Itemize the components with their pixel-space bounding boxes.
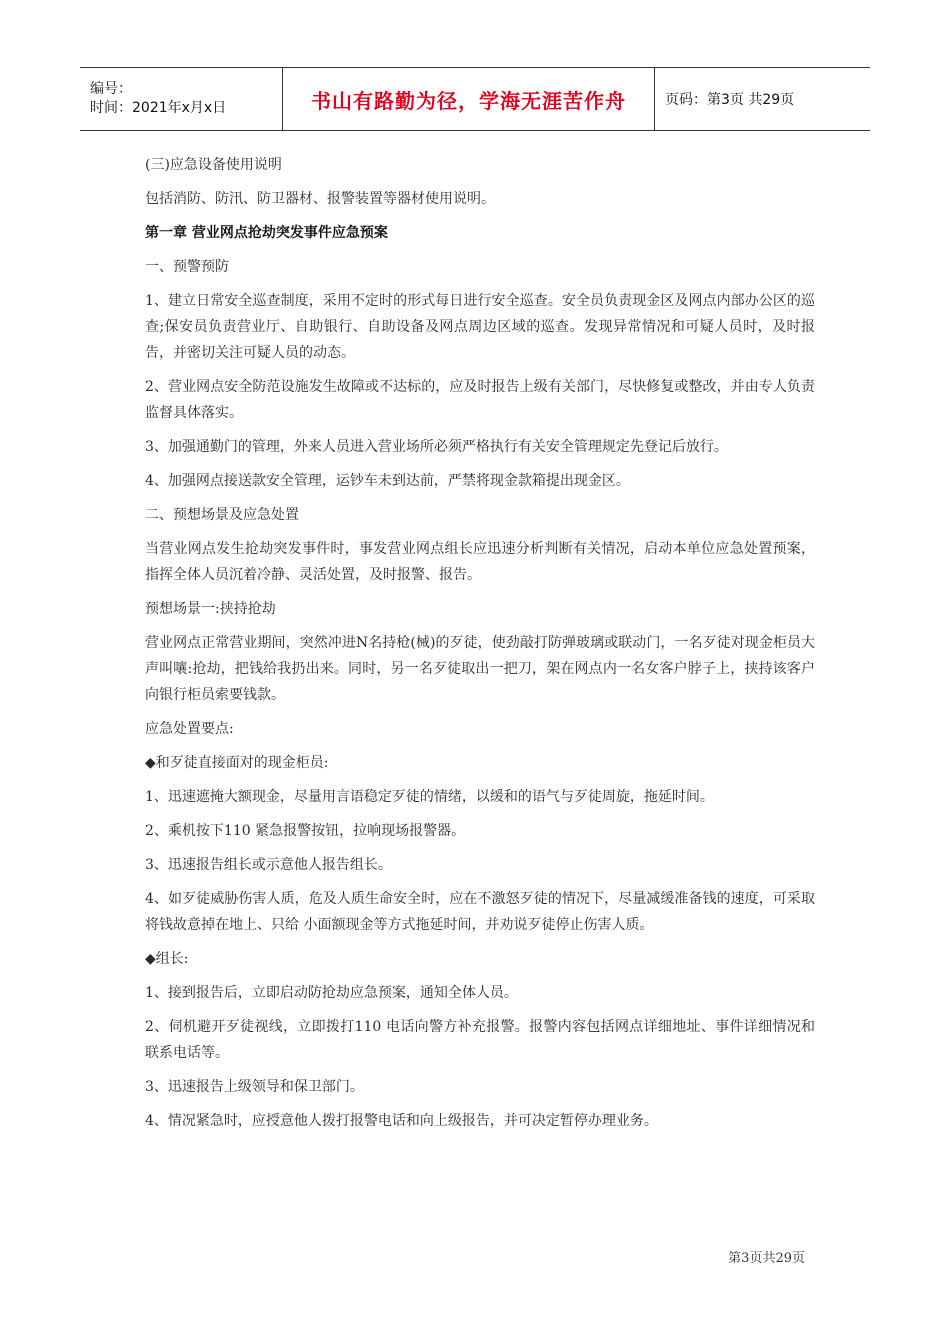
- document-date: 时间：2021年x月x日: [90, 100, 227, 116]
- body-paragraph: 3、加强通勤门的管理，外来人员进入营业场所必须严格执行有关安全管理规定先登记后放行。: [145, 439, 728, 455]
- header-motto: 书山有路勤为径，学海无涯苦作舟: [311, 88, 626, 113]
- body-paragraph: 预想场景一:挟持抢劫: [145, 601, 276, 617]
- body-paragraph: 营业网点正常营业期间，突然冲进N名持枪(械)的歹徒，使劲敲打防弹玻璃或联动门，一名歹徒对现金柜员大声叫嚷:抢劫，把钱给我扔出来。同时，另一名歹徒取出一把刀，架在网点内一名女客户脖子上，挟持该客户向银行柜员索要钱款。: [145, 635, 815, 703]
- body-paragraph: 一、预警预防: [145, 259, 229, 275]
- body-paragraph: (三)应急设备使用说明: [145, 157, 282, 173]
- body-paragraph: 4、情况紧急时，应授意他人拨打报警电话和向上级报告，并可决定暂停办理业务。: [145, 1113, 658, 1129]
- header-page-cell: [655, 68, 870, 130]
- body-paragraph: 应急处置要点:: [145, 721, 234, 737]
- header-motto-cell: [282, 68, 655, 130]
- body-paragraph: ◆组长:: [145, 951, 189, 967]
- document-body: [145, 152, 815, 1142]
- document-number-label: 编号：: [90, 81, 132, 97]
- body-paragraph: 3、迅速报告上级领导和保卫部门。: [145, 1079, 364, 1095]
- body-paragraph: 1、迅速遮掩大额现金，尽量用言语稳定歹徒的情绪，以缓和的语气与歹徒周旋，拖延时间。: [145, 789, 714, 805]
- body-paragraph: 包括消防、防汛、防卫器材、报警装置等器材使用说明。: [145, 191, 495, 207]
- body-paragraph: 4、如歹徒威胁伤害人质，危及人质生命安全时，应在不激怒歹徒的情况下，尽量减缓准备钱的速度，可采取将钱故意掉在地上、只给 小面额现金等方式拖延时间，并劝说歹徒停止伤害人质。: [145, 891, 815, 933]
- body-paragraph: 2、乘机按下110 紧急报警按钮，拉响现场报警器。: [145, 823, 466, 839]
- body-paragraph: 4、加强网点接送款安全管理，运钞车未到达前，严禁将现金款箱提出现金区。: [145, 473, 630, 489]
- body-paragraph: 2、营业网点安全防范设施发生故障或不达标的，应及时报告上级有关部门，尽快修复或整改，并由专人负责监督具体落实。: [145, 379, 815, 421]
- body-paragraph: 1、建立日常安全巡查制度，采用不定时的形式每日进行安全巡查。安全员负责现金区及网点内部办公区的巡查;保安员负责营业厅、自助银行、自助设备及网点周边区域的巡查。发现异常情况和可疑人员时，及时报告，并密切关注可疑人员的动态。: [145, 293, 815, 361]
- header-meta: [80, 68, 282, 130]
- header-page-number: 页码：第3页 共29页: [665, 92, 795, 108]
- body-paragraph: ◆和歹徒直接面对的现金柜员:: [145, 755, 329, 771]
- page-header: [80, 67, 870, 131]
- body-paragraph: 2、伺机避开歹徒视线，立即拨打110 电话向警方补充报警。报警内容包括网点详细地址、事件详细情况和联系电话等。: [145, 1019, 815, 1061]
- body-paragraph: 当营业网点发生抢劫突发事件时，事发营业网点组长应迅速分析判断有关情况，启动本单位应急处置预案，指挥全体人员沉着冷静、灵活处置，及时报警、报告。: [145, 541, 815, 583]
- body-paragraph: 二、预想场景及应急处置: [145, 507, 299, 523]
- chapter-heading: 第一章 营业网点抢劫突发事件应急预案: [145, 225, 388, 241]
- body-paragraph: 3、迅速报告组长或示意他人报告组长。: [145, 857, 392, 873]
- footer-page-number: 第3页共29页: [728, 1251, 805, 1266]
- body-paragraph: 1、接到报告后，立即启动防抢劫应急预案，通知全体人员。: [145, 985, 518, 1001]
